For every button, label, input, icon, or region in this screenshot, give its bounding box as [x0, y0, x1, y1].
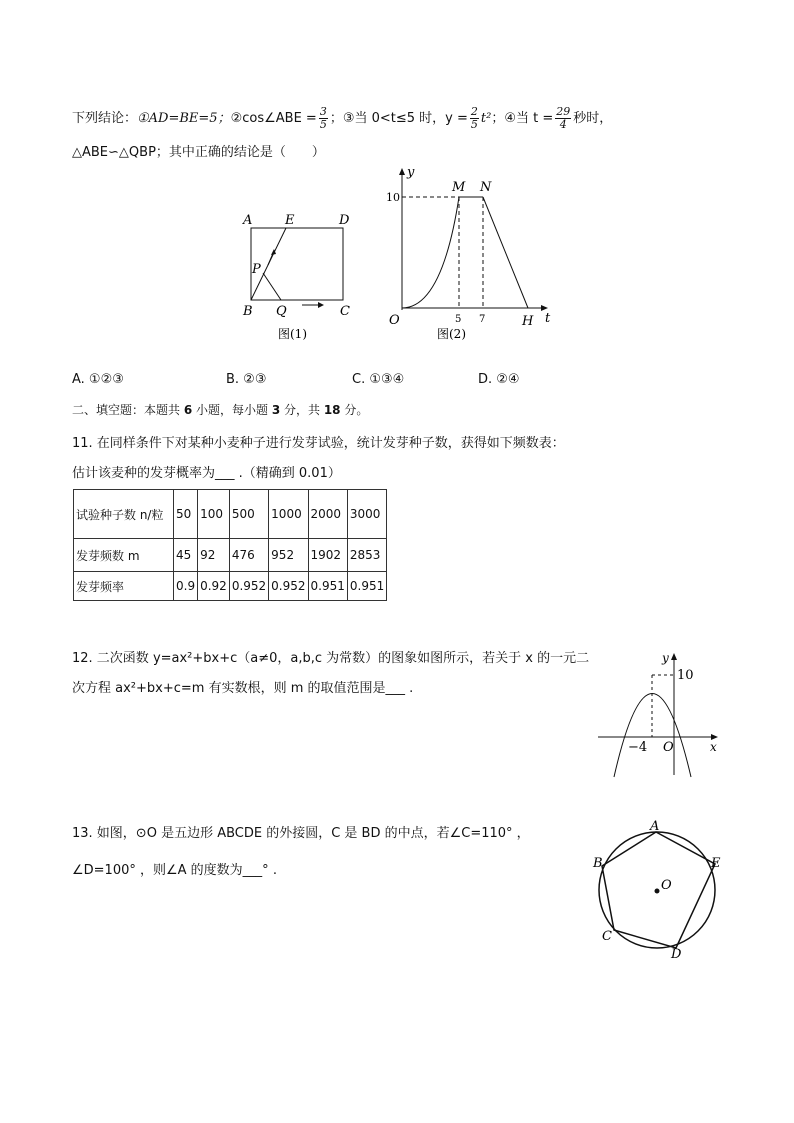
q13-line2: ∠D=100° ，则∠A 的度数为___° . [72, 863, 277, 878]
table-cell: 50 [174, 490, 198, 539]
table-cell: 2000 [308, 490, 347, 539]
label-d: D [339, 213, 350, 228]
table-cell: 476 [229, 539, 268, 572]
option-b[interactable]: B. ②③ [226, 372, 267, 387]
table-cell: 0.92 [198, 572, 230, 601]
y-axis-arrow-q12 [671, 653, 677, 660]
label-c: C [340, 304, 350, 319]
table-row [74, 572, 387, 601]
label-n: N [480, 180, 492, 195]
fraction-2-5: $\frac{2}{5}$ [470, 105, 478, 131]
label-b-q13: B [593, 856, 603, 871]
label-q: Q [276, 304, 287, 319]
q10-line2: △ABE∽△QBP；其中正确的结论是（ ） [72, 145, 325, 160]
label-7: 7 [479, 314, 486, 325]
option-d[interactable]: D. ②④ [478, 372, 520, 387]
segment-nh [483, 197, 528, 308]
label-y-q12: y [662, 651, 669, 665]
label-a-q13: A [650, 819, 660, 834]
table-cell: 1000 [269, 490, 308, 539]
caption-fig2: 图(2) [437, 327, 466, 341]
table-cell: 500 [229, 490, 268, 539]
label-10: 10 [386, 191, 400, 204]
table-cell: 1902 [308, 539, 347, 572]
pentagon-circle-figure [584, 812, 734, 967]
table-cell: 2853 [347, 539, 386, 572]
label-d-q13: D [671, 947, 682, 962]
label-x-q12: x [710, 740, 717, 754]
option-c[interactable]: C. ①③④ [352, 372, 405, 387]
segment-pq [263, 273, 281, 300]
figure-2-graph [382, 160, 562, 345]
table-cell: 0.952 [269, 572, 308, 601]
label-b: B [243, 304, 253, 319]
table-cell: 952 [269, 539, 308, 572]
label-o-q12: O [663, 740, 674, 755]
section-title: 二、填空题：本题共 6 小题，每小题 3 分，共 18 分。 [72, 403, 369, 417]
table-cell: 3000 [347, 490, 386, 539]
q10-line1: 下列结论：①AD=BE=5；②cos∠ABE = $\frac{3}{5}$ ；③当 0<t≤5 时，y = $\frac{2}{5}$ t²；④当 t = $\frac{29}{4}$ 秒时， [72, 105, 613, 131]
parabola-graph [596, 645, 726, 780]
table-cell: 0.951 [347, 572, 386, 601]
label-e-q13: E [711, 856, 721, 871]
label-m: M [452, 180, 466, 195]
option-a[interactable]: A. ①②③ [72, 372, 124, 387]
q11-line1: 11. 在同样条件下对某种小麦种子进行发芽试验，统计发芽种子数，获得如下频数表： [72, 436, 565, 451]
label-e: E [285, 213, 295, 228]
rectangle-abcd [251, 228, 343, 300]
label-p: P [252, 262, 261, 277]
curve-om [402, 197, 459, 308]
label-o-q13: O [661, 878, 672, 893]
y-axis-arrow [399, 168, 405, 175]
label-a: A [243, 213, 253, 228]
label-o: O [389, 313, 400, 328]
table-cell-header: 发芽频数 m [74, 539, 174, 572]
q12-line2: 次方程 ax²+bx+c=m 有实数根，则 m 的取值范围是___ . [72, 681, 414, 696]
table-cell: 0.952 [229, 572, 268, 601]
table-row [74, 539, 387, 572]
label-5: 5 [455, 314, 462, 325]
label-c-q13: C [602, 929, 612, 944]
q13-line1: 13. 如图，⊙O 是五边形 ABCDE 的外接圆，C 是 BD 的中点，若∠C=110° ， [72, 826, 530, 841]
fraction-3-5: $\frac{3}{5}$ [319, 105, 327, 131]
center-point-o [655, 889, 660, 894]
label-minus4: −4 [628, 740, 648, 755]
table-cell-header: 试验种子数 n/粒 [74, 490, 174, 539]
caption-fig1: 图(1) [278, 327, 307, 341]
table-cell: 45 [174, 539, 198, 572]
frequency-table [73, 489, 387, 601]
figure-1-rectangle [236, 205, 366, 345]
table-cell: 92 [198, 539, 230, 572]
table-cell: 0.9 [174, 572, 198, 601]
label-10-q12: 10 [677, 668, 694, 683]
fraction-29-4: $\frac{29}{4}$ [556, 105, 571, 131]
label-y: y [407, 165, 415, 180]
table-cell-header: 发芽频率 [74, 572, 174, 601]
label-h: H [522, 314, 534, 329]
arrowhead-q [318, 302, 324, 308]
label-t: t [545, 311, 551, 326]
table-row [74, 490, 387, 539]
q12-line1: 12. 二次函数 y=ax²+bx+c（a≠0，a,b,c 为常数）的图象如图所示，若关于 x 的一元二 [72, 651, 590, 666]
q11-line2: 估计该麦种的发芽概率为___ .（精确到 0.01） [72, 466, 341, 481]
table-cell: 100 [198, 490, 230, 539]
table-cell: 0.951 [308, 572, 347, 601]
